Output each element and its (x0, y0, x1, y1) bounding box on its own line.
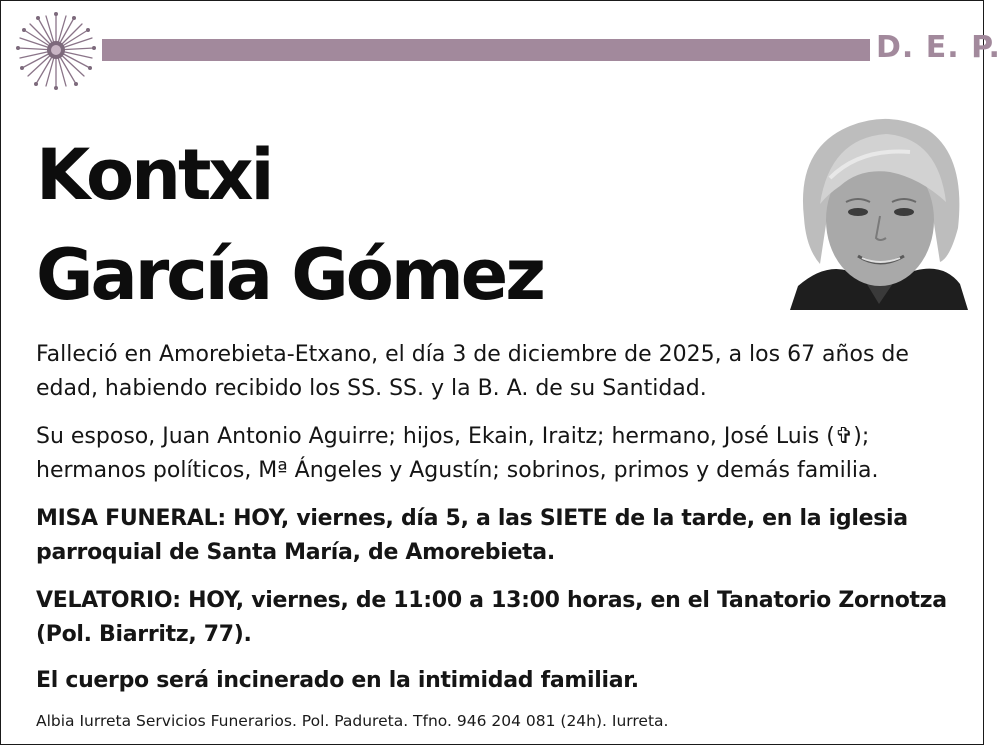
funeral-home-footer: Albia Iurreta Servicios Funerarios. Pol. Padureta. Tfno. 946 204 081 (24h). Iurreta. (36, 712, 669, 730)
first-name: Kontxi (36, 134, 272, 216)
wake-paragraph: VELATORIO: HOY, viernes, de 11:00 a 13:00 horas, en el Tanatorio Zornotza (Pol. Biarritz, 77). (36, 588, 947, 647)
cross-icon: ✞ (834, 424, 854, 449)
family-paragraph (36, 420, 966, 488)
header-bar (102, 39, 870, 61)
surname: García Gómez (36, 234, 544, 316)
thistle-flower-icon (14, 10, 98, 90)
family-text-end: ); hermanos políticos, Mª Ángeles y Agustín; sobrinos, primos y demás familia. (36, 424, 879, 483)
funeral-mass-paragraph: MISA FUNERAL: HOY, viernes, día 5, a las SIETE de la tarde, en la iglesia parroquial de Santa María, de Amorebieta. (36, 506, 908, 565)
dep-label: D. E. P. (876, 30, 1001, 65)
cremation-paragraph: El cuerpo será incinerado en la intimidad familiar. (36, 668, 639, 693)
portrait-photo (790, 108, 968, 310)
death-paragraph: Falleció en Amorebieta-Etxano, el día 3 de diciembre de 2025, a los 67 años de edad, habiendo recibido los SS. SS. y la B. A. de su Santidad. (36, 342, 909, 401)
family-text-start: Su esposo, Juan Antonio Aguirre; hijos, Ekain, Iraitz; hermano, José Luis ( (36, 424, 835, 449)
